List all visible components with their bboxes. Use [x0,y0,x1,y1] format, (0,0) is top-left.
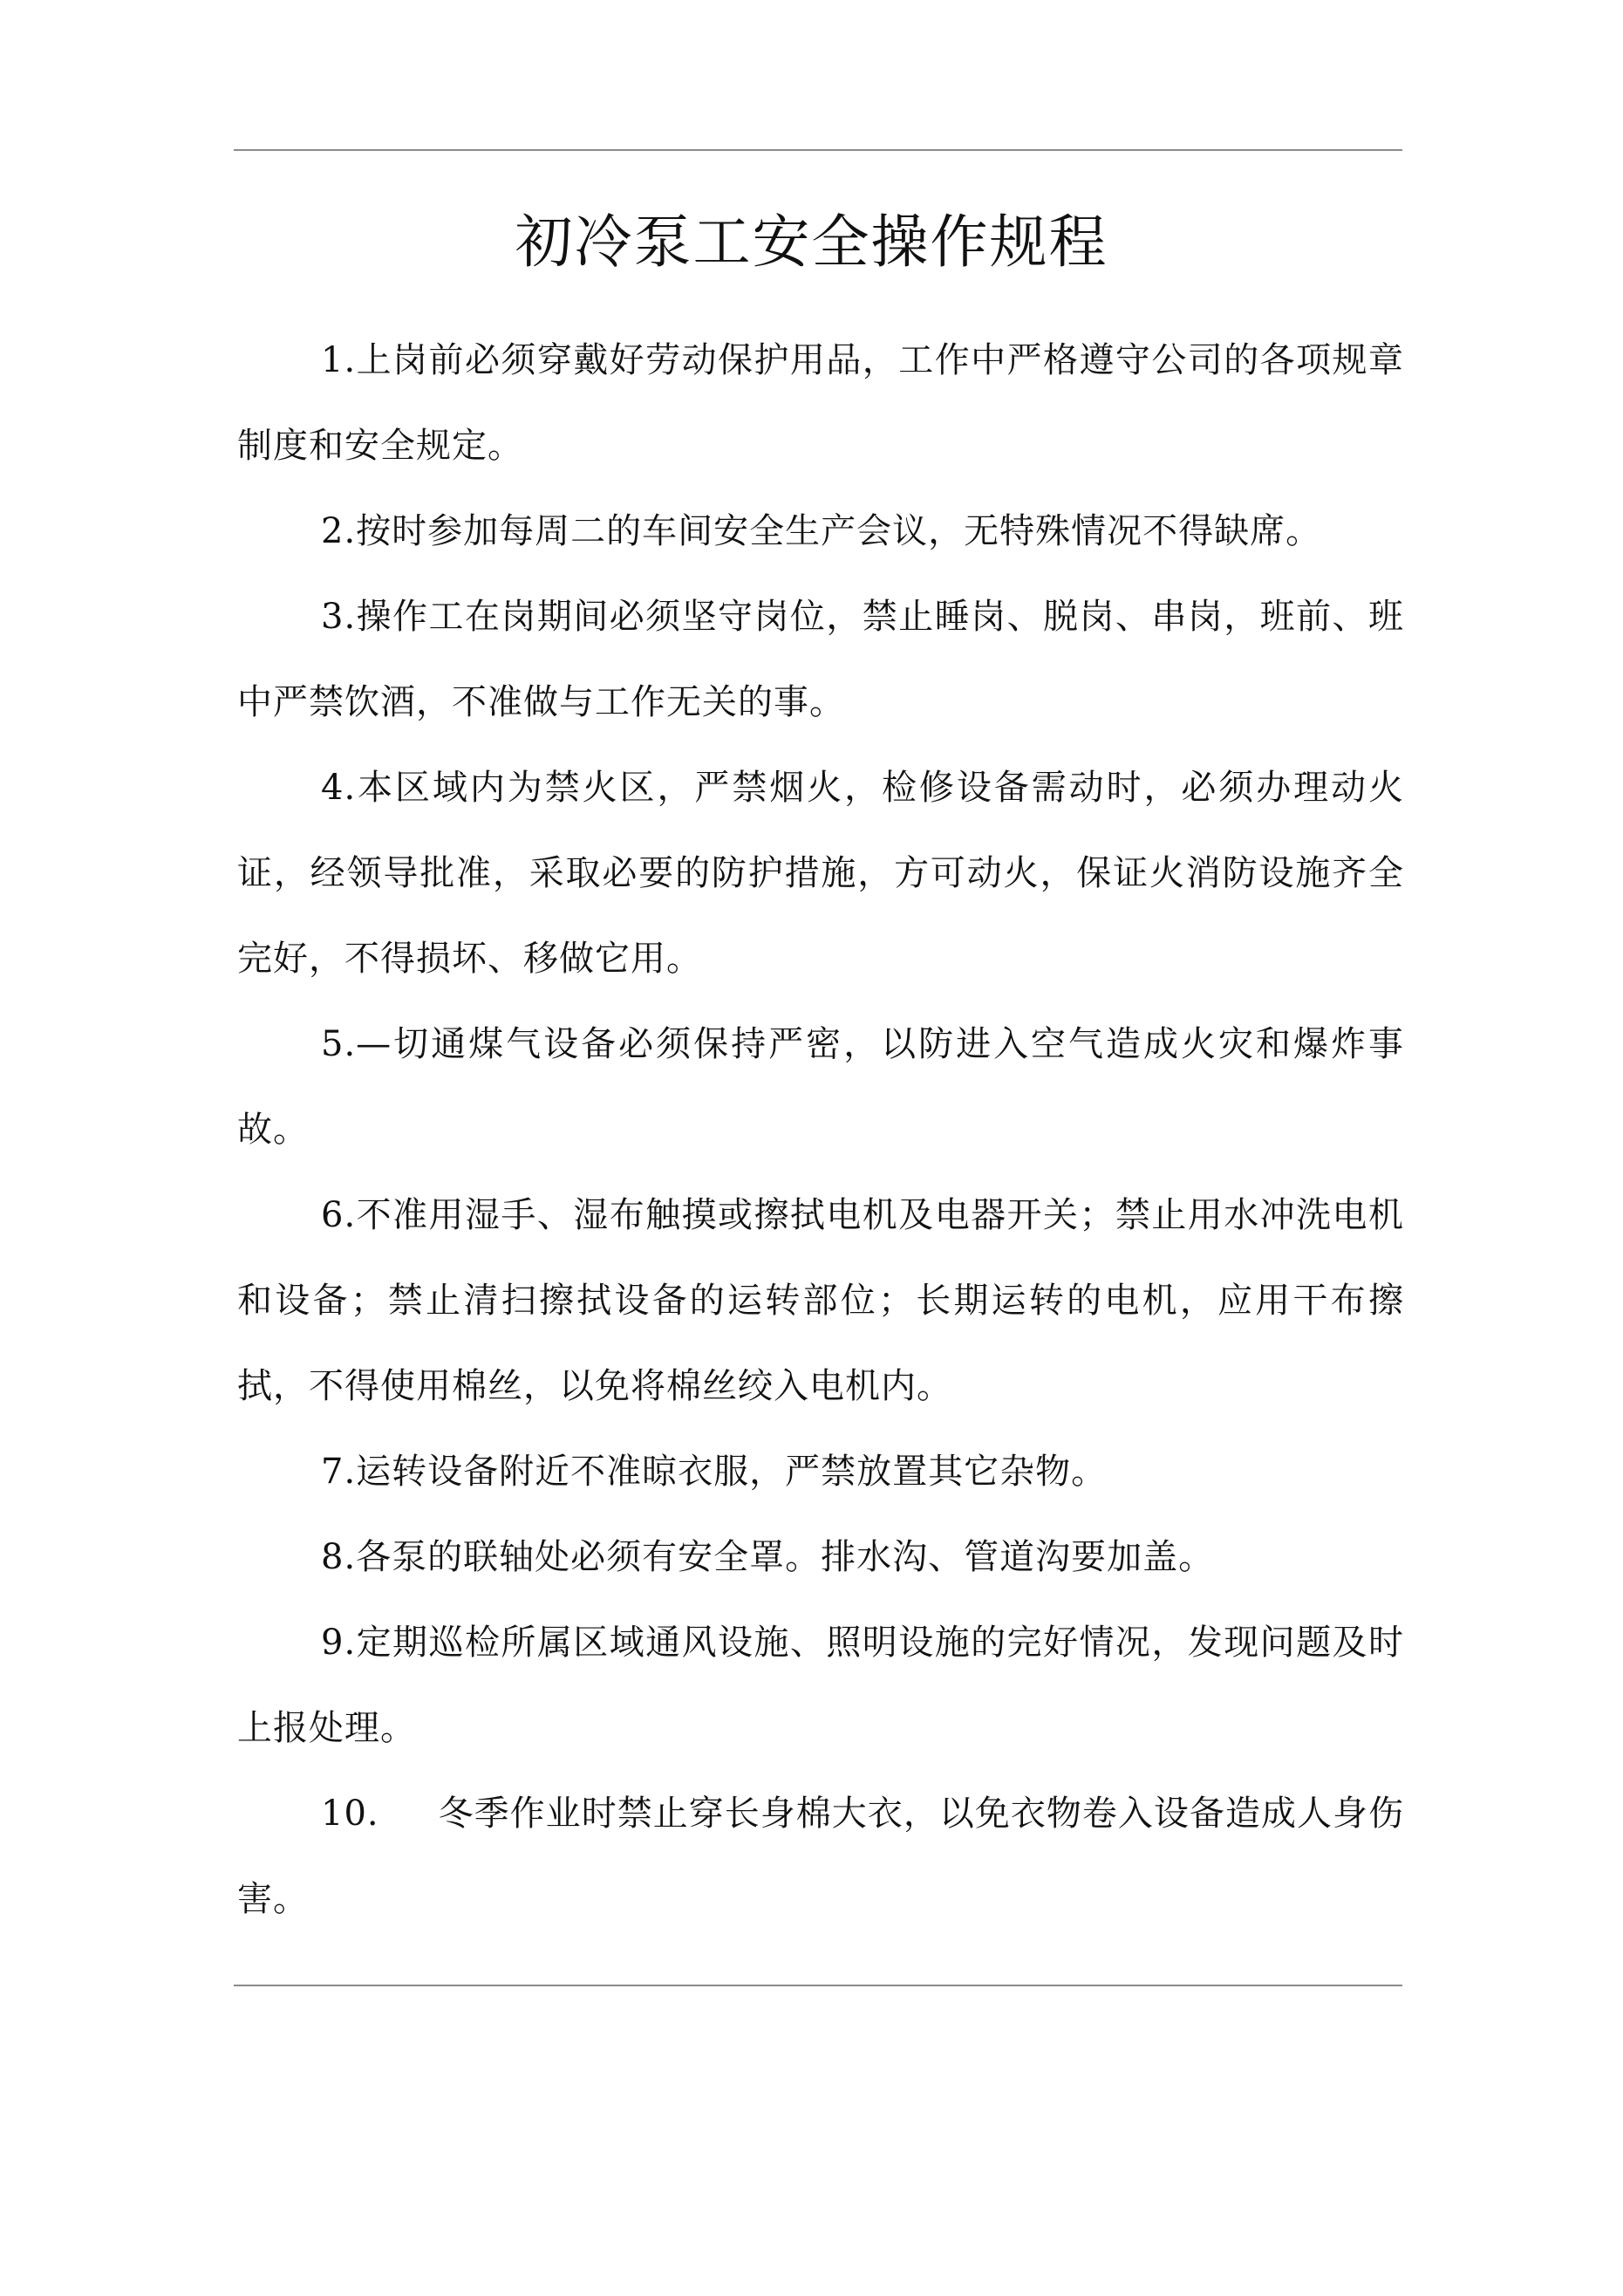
rule-item-3 [237,574,1404,745]
item-number: 3. [321,597,357,637]
item-text: 操作工在岗期间必须坚守岗位，禁止睡岗、脱岗、串岗，班前、班中严禁饮酒，不准做与工作无关的事。 [237,597,1404,722]
item-number: 6. [321,1195,357,1235]
item-text: 定期巡检所属区域通风设施、照明设施的完好情况，发现问题及时上报处理。 [237,1623,1404,1748]
item-text: 按时参加每周二的车间安全生产会议，无特殊情况不得缺席。 [356,511,1322,551]
document-body [237,318,1404,1942]
document-title: 初冷泵工安全操作规程 [515,208,1108,276]
rule-item-6 [237,1172,1404,1429]
item-number: 7. [321,1452,357,1492]
header-rule [234,149,1402,151]
rule-item-8 [237,1514,1404,1600]
rule-item-9 [237,1600,1404,1771]
item-text: —切通煤气设备必须保持严密，以防进入空气造成火灾和爆炸事故。 [237,1024,1404,1150]
item-text: 不准用湿手、湿布触摸或擦拭电机及电器开关；禁止用水冲洗电机和设备；禁止清扫擦拭设备的运转部位；长期运转的电机，应用干布擦拭，不得使用棉丝，以免将棉丝绞入电机内。 [237,1195,1404,1406]
rule-item-10 [237,1771,1404,1942]
item-text: 各泵的联轴处必须有安全罩。排水沟、管道沟要加盖。 [356,1537,1215,1577]
item-number: 10. [321,1794,379,1834]
rule-item-2 [237,489,1404,574]
footer-rule [234,1985,1402,1986]
rule-item-4 [237,745,1404,1001]
rule-item-5 [237,1001,1404,1172]
item-number: 5. [321,1024,357,1064]
rule-item-7 [237,1429,1404,1514]
item-number: 1. [321,340,357,380]
rule-item-1 [237,318,1404,489]
item-text: 上岗前必须穿戴好劳动保护用品，工作中严格遵守公司的各项规章制度和安全规定。 [237,340,1404,466]
item-number: 4. [321,768,357,808]
item-number: 2. [321,511,357,551]
item-text: 冬季作业时禁止穿长身棉大衣，以免衣物卷入设备造成人身伤害。 [237,1794,1404,1919]
item-number: 9. [321,1623,357,1663]
item-text: 运转设备附近不准晾衣服，严禁放置其它杂物。 [356,1452,1108,1492]
item-text: 本区域内为禁火区，严禁烟火，检修设备需动时，必须办理动火证，经领导批准，采取必要的防护措施，方可动火，保证火消防设施齐全完好，不得损坏、移做它用。 [237,768,1404,979]
item-number: 8. [321,1537,357,1577]
